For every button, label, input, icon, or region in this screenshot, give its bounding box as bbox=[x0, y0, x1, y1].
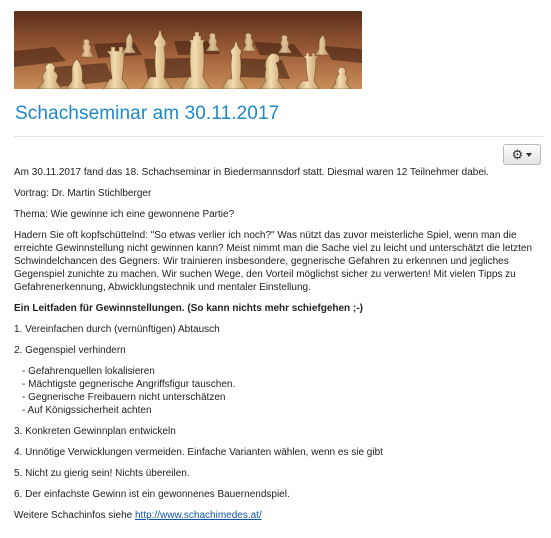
guide-step-5: 5. Nicht zu gierig sein! Nichts übereilen. bbox=[14, 468, 190, 479]
guide-step-2-list bbox=[14, 365, 544, 417]
settings-dropdown-button[interactable] bbox=[503, 144, 541, 165]
article-body bbox=[14, 166, 544, 530]
more-info-line bbox=[14, 509, 544, 522]
list-item: - Mächtigste gegnerische Angriffsfigur tauschen. bbox=[22, 379, 236, 390]
intro-text: Am 30.11.2017 fand das 18. Schachseminar in Biedermannsdorf statt. Diesmal waren 12 Teilnehmer dabei. bbox=[14, 167, 489, 178]
description-paragraph: Hadern Sie oft kopfschüttelnd: "So etwas verlier ich noch?" Was nützt das zuvor meisterliche Spiel, wenn man die erreichte Gewinnstellung nicht gewinnen kann? Meist nimmt man die Sache viel zu leicht und unterschätzt die letzten Schwindelchancen des Gegners. Wir trainieren insbesondere, gegnerische Gefahren zu erkennen und jegliches Gegenspiel zunichte zu machen. Wir suchen Wege, den Vorteil möglichst sicher zu verwerten! Mit vielen Tipps zu Gefahrenerkennung, Abwicklungstechnik und mentaler Einstellung. bbox=[14, 230, 533, 293]
guide-step-3: 3. Konkreten Gewinnplan entwickeln bbox=[14, 426, 176, 437]
title-divider bbox=[14, 136, 543, 137]
chess-banner-image bbox=[14, 11, 362, 89]
schachimedes-link[interactable]: http://www.schachimedes.at/ bbox=[135, 510, 262, 521]
guide-step-1: 1. Vereinfachen durch (vernünftigen) Abtausch bbox=[14, 324, 220, 335]
gear-icon: ⚙ bbox=[511, 147, 524, 162]
guide-step-2: 2. Gegenspiel verhindern bbox=[14, 345, 126, 356]
list-item: - Gefahrenquellen lokalisieren bbox=[22, 366, 155, 377]
page-title: Schachseminar am 30.11.2017 bbox=[15, 103, 280, 124]
guide-step-4: 4. Unnötige Verwicklungen vermeiden. Einfache Varianten wählen, wenn es sie gibt bbox=[14, 447, 383, 458]
guide-step-6: 6. Der einfachste Gewinn ist ein gewonnenes Bauernendspiel. bbox=[14, 489, 290, 500]
list-item: - Gegnerische Freibauern nicht unterschätzen bbox=[22, 392, 226, 403]
caret-down-icon bbox=[526, 153, 532, 157]
topic-text: Thema: Wie gewinne ich eine gewonnene Partie? bbox=[14, 209, 235, 220]
list-item: - Auf Königssicherheit achten bbox=[22, 405, 152, 416]
speaker-text: Vortrag: Dr. Martin Stichlberger bbox=[14, 188, 152, 199]
guide-heading: Ein Leitfaden für Gewinnstellungen. (So kann nichts mehr schiefgehen ;-) bbox=[14, 303, 363, 314]
more-info-prefix: Weitere Schachinfos siehe bbox=[14, 510, 135, 521]
